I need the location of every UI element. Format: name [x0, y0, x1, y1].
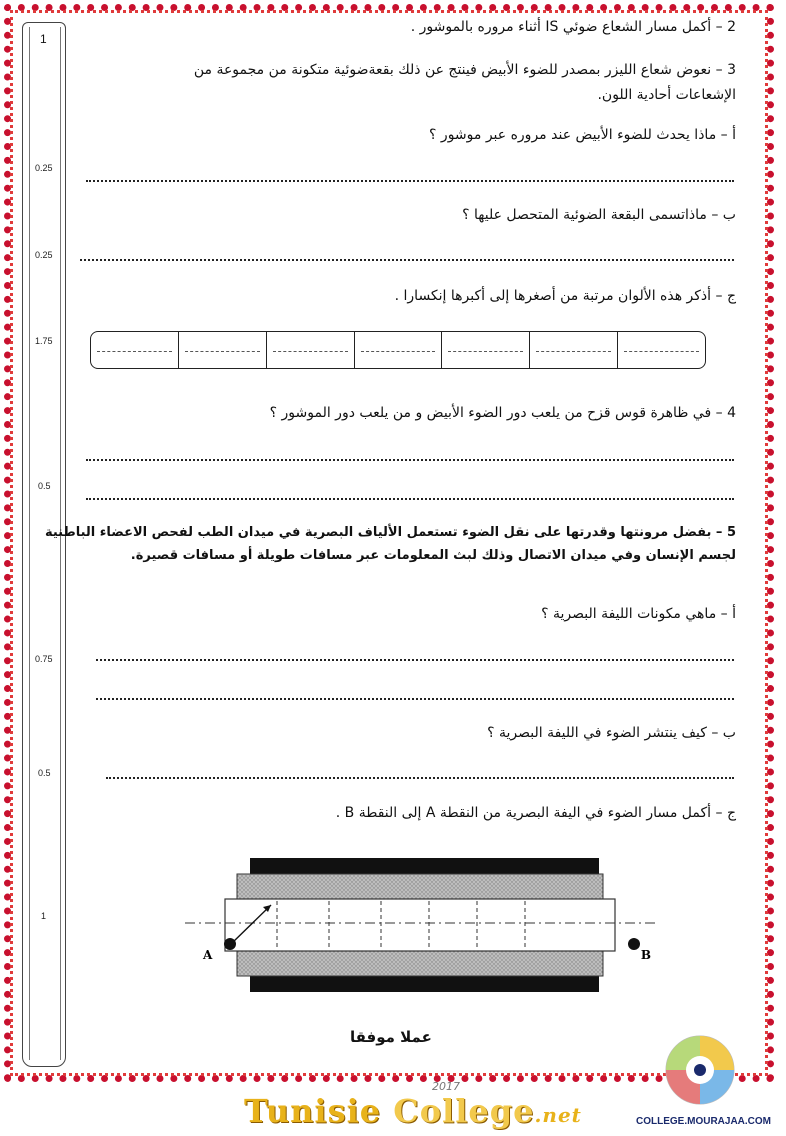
answer-line-4b[interactable]	[86, 498, 734, 500]
fiber-outer-jacket-top	[250, 858, 599, 874]
question-3a: أ – ماذا يحدث للضوء الأبيض عند مروره عبر موشور ؟	[429, 127, 736, 143]
footer-year: 2017	[432, 1080, 460, 1093]
color-cell[interactable]	[530, 332, 618, 368]
color-cell[interactable]	[442, 332, 530, 368]
question-5b: ب – كيف ينتشر الضوء في الليفة البصرية ؟	[487, 725, 736, 741]
question-5-line2: لجسم الإنسان وفي ميدان الاتصال وذلك لبث المعلومات عبر مسافات طويلة أو مسافات قصيرة.	[130, 548, 736, 563]
color-cell[interactable]	[618, 332, 705, 368]
answer-line-4a[interactable]	[86, 459, 734, 461]
question-3-line2: الإشعاعات أحادية اللون.	[597, 87, 736, 103]
mark-q3c: 1.75	[35, 336, 53, 346]
question-3b: ب – ماذاتسمى البقعة الضوئية المتحصل عليها ؟	[462, 207, 736, 223]
brand-word-2: College	[393, 1092, 535, 1130]
fiber-outer-jacket-bottom	[250, 976, 599, 992]
closing-message: عملا موفقا	[350, 1028, 432, 1046]
tunisie-college-logo[interactable]	[244, 1092, 582, 1130]
point-a-dot	[224, 938, 236, 950]
answer-line-5a-2[interactable]	[96, 698, 734, 700]
fiber-core	[225, 899, 615, 951]
mourajaa-logo-icon[interactable]	[662, 1024, 738, 1112]
color-cell[interactable]	[355, 332, 443, 368]
question-2: 2 – أكمل مسار الشعاع ضوئي IS أثناء مروره بالموشور .	[410, 19, 736, 35]
mark-q4: 0.5	[38, 481, 51, 491]
mark-q5a: 0.75	[35, 654, 53, 664]
point-b-dot	[628, 938, 640, 950]
optical-fiber-diagram	[185, 855, 655, 995]
answer-line-3a[interactable]	[86, 180, 734, 182]
brand-word-3: .net	[534, 1103, 582, 1127]
answer-line-3b[interactable]	[80, 259, 734, 261]
mark-q3a: 0.25	[35, 163, 53, 173]
answer-line-5b[interactable]	[106, 777, 734, 779]
mark-q5c: 1	[41, 911, 47, 921]
question-4: 4 – في ظاهرة قوس قزح من يلعب دور الضوء الأبيض و من يلعب دور الموشور ؟	[269, 405, 736, 421]
question-5c: ج – أكمل مسار الضوء في اليفة البصرية من النقطة A إلى النقطة B .	[335, 805, 736, 821]
point-b-label: B	[640, 948, 651, 962]
question-5a: أ – ماهي مكونات الليفة البصرية ؟	[541, 606, 736, 622]
answer-line-5a-1[interactable]	[96, 659, 734, 661]
color-cell[interactable]	[267, 332, 355, 368]
color-cell[interactable]	[91, 332, 179, 368]
mark-q3b: 0.25	[35, 250, 53, 260]
color-cell[interactable]	[179, 332, 267, 368]
colors-order-box	[90, 331, 706, 369]
page-number: 1	[40, 32, 47, 46]
site-url[interactable]: COLLEGE.MOURAJAA.COM	[636, 1116, 771, 1127]
mark-q5b: 0.5	[38, 768, 51, 778]
question-3c: ج – أذكر هذه الألوان مرتبة من أصغرها إلى أكبرها إنكسارا .	[394, 288, 736, 304]
point-a-label: A	[203, 948, 213, 962]
brand-word-1: Tunisie	[244, 1092, 382, 1130]
question-3-line1: 3 – نعوض شعاع الليزر بمصدر للضوء الأبيض فينتج عن ذلك بقعةضوئية متكونة من مجموعة من	[193, 62, 736, 78]
question-5-line1: 5 – بفضل مرونتها وقدرتها على نقل الضوء تستعمل الألياف البصرية في ميدان الطب لفحص الاعضاء الباطنية	[44, 525, 736, 540]
